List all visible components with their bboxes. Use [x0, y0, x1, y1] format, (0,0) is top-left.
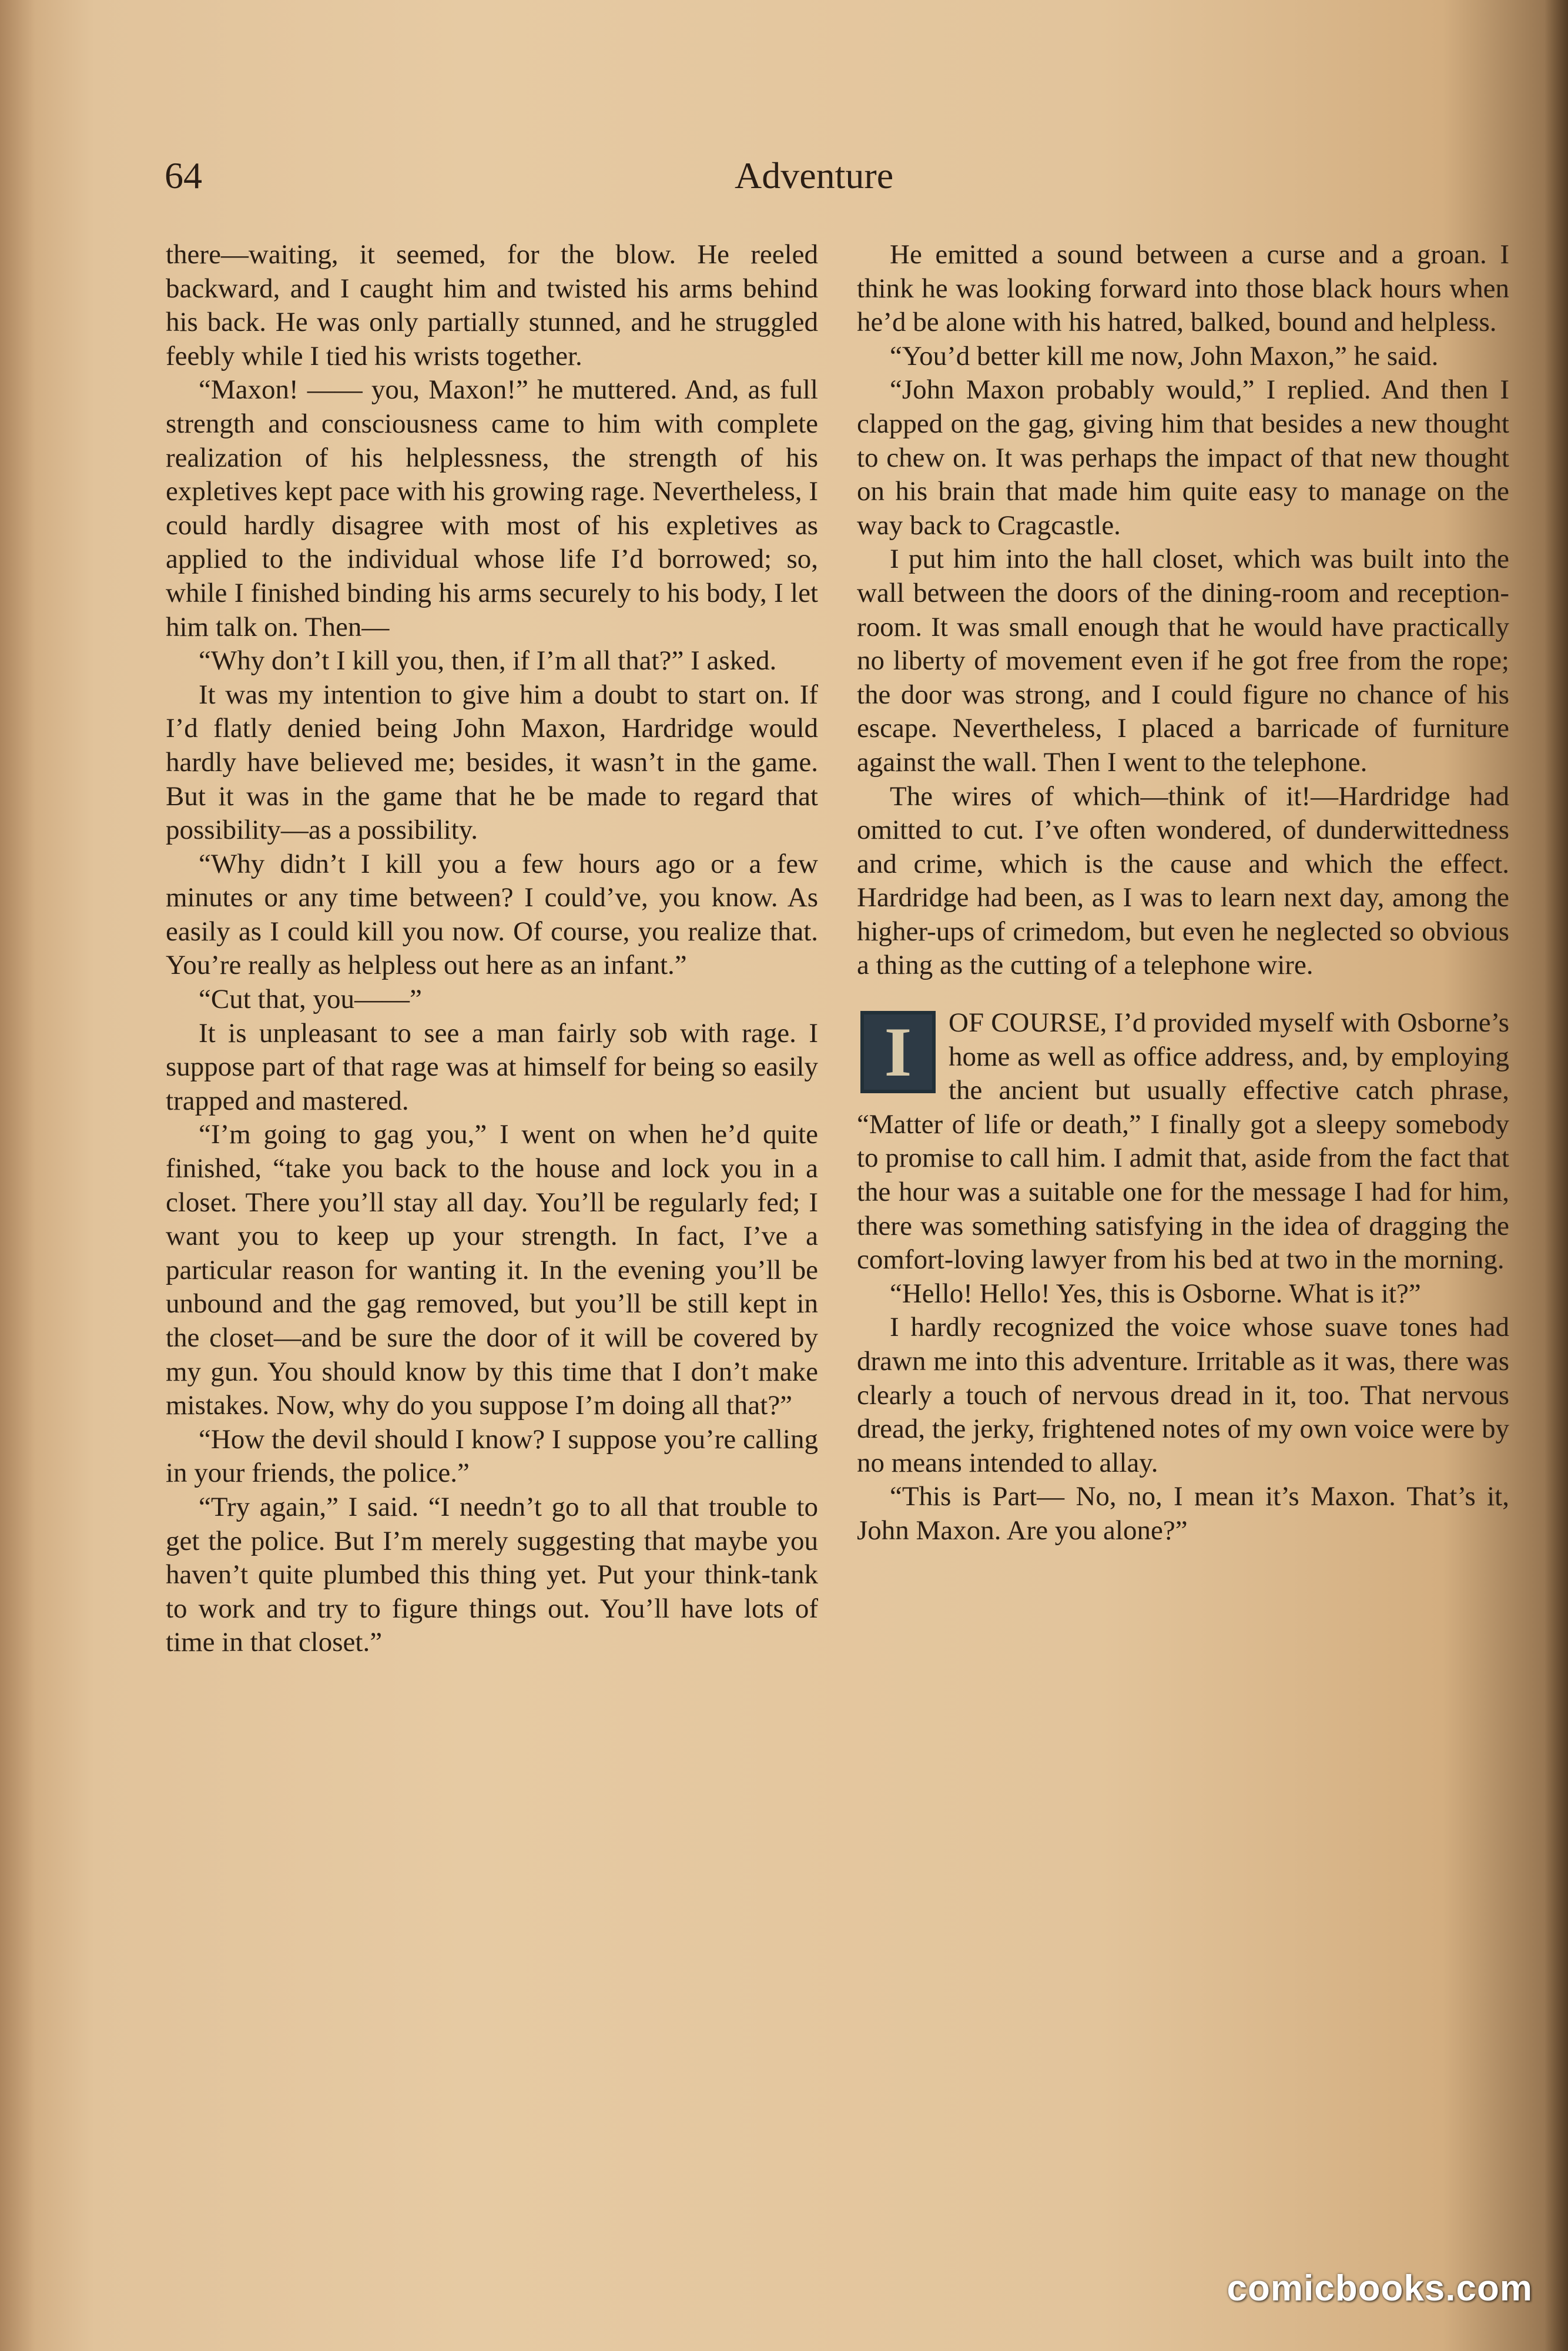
dropcap-paragraph: [857, 1006, 1509, 1277]
paragraph: I put him into the hall closet, which was built into the wall between the doors of the dining-room and reception-room. It was small enough that he would have practically no liberty of movement even if he got free from the rope; the door was strong, and I could figure no chance of his escape. Nevertheless, I placed a barricade of furniture against the wall. Then I went to the telephone.: [857, 544, 1509, 778]
paragraph: “John Maxon probably would,” I replied. And then I clapped on the gag, giving him that besides a new thought to chew on. It was perhaps the impact of that new thought on his brain that made him quite easy to manage on the way back to Cragcastle.: [857, 374, 1509, 541]
paragraph: The wires of which—think of it!—Hardridge had omitted to cut. I’ve often wondered, of dunderwittedness and crime, which is the cause and which the effect. Hardridge had been, as I was to learn next day, among the higher-ups of crimedom, but even he neglected so obvious a thing as the cutting of a telephone wire.: [857, 781, 1509, 981]
dropcap-text: OF COURSE, I’d provided myself with Osborne’s home as well as office address, and, by employing the ancient but usually effective catch phrase, “Matter of life or death,” I finally got a sleepy somebody to promise to call him. I admit that, aside from the fact that the hour was a suitable one for the message I had for him, there was something satisfying in the idea of dragging the comfort-loving lawyer from his bed at two in the morning.: [857, 1007, 1509, 1275]
paragraph: “This is Part— No, no, I mean it’s Maxon. That’s it, John Maxon. Are you alone?”: [857, 1481, 1509, 1546]
paragraph: It was my intention to give him a doubt to start on. If I’d flatly denied being John Maxon, Hardridge would hardly have believed me; besides, it wasn’t in the game. But it was in the game that he be made to regard that possibility—as a possibility.: [166, 679, 818, 846]
watermark-logo: comicbooks.com: [1227, 2268, 1533, 2309]
paragraph: “I’m going to gag you,” I went on when he’d quite finished, “take you back to the house and lock you in a closet. There you’ll stay all day. You’ll be regularly fed; I want you to keep up your strength. In fact, I’ve a particular reason for wanting it. In the evening you’ll be unbound and the gag removed, but you’ll be still kept in the closet—and be sure the door of it will be covered by my gun. You should know by this time that I don’t make mistakes. Now, why do you suppose I’m doing all that?”: [166, 1119, 818, 1421]
section-break: [857, 983, 1509, 1006]
left-column: [166, 238, 818, 1660]
paragraph: It is unpleasant to see a man fairly sob with rage. I suppose part of that rage was at himself for being so easily trapped and mastered.: [166, 1017, 818, 1116]
dropcap-ornament: [860, 1011, 936, 1093]
right-column: [857, 238, 1509, 1548]
page-edge-shadow: [1544, 0, 1568, 2351]
paragraph: there—waiting, it seemed, for the blow. He reeled backward, and I caught him and twisted his arms behind his back. He was only partially stunned, and he struggled feebly while I tied his wrists together.: [166, 239, 818, 371]
paragraph: I hardly recognized the voice whose suave tones had drawn me into this adventure. Irritable as it was, there was clearly a touch of nervous dread in it, too. That nervous dread, the jerky, frightened notes of my own voice were by no means intended to allay.: [857, 1312, 1509, 1478]
paragraph: “Cut that, you——”: [199, 984, 422, 1015]
dropcap-letter: I: [884, 1013, 912, 1091]
paragraph: “Why don’t I kill you, then, if I’m all that?” I asked.: [199, 645, 777, 677]
paragraph: “Try again,” I said. “I needn’t go to all that trouble to get the police. But I’m merely suggesting that maybe you haven’t quite plumbed this thing yet. Put your think-tank to work and try to figure things out. You’ll have lots of time in that closet.”: [166, 1491, 818, 1658]
paragraph: “You’d better kill me now, John Maxon,” he said.: [890, 340, 1439, 371]
running-head: Adventure: [735, 155, 894, 196]
paragraph: “Hello! Hello! Yes, this is Osborne. What is it?”: [890, 1278, 1421, 1309]
paragraph: “Why didn’t I kill you a few hours ago or a few minutes or any time between? I could’ve, you know. As easily as I could kill you now. Of course, you realize that. You’re really as helpless out here as an infant.”: [166, 848, 818, 981]
page-spine-shadow: [0, 0, 35, 2351]
page-number: 64: [165, 155, 202, 196]
paragraph: He emitted a sound between a curse and a groan. I think he was looking forward into those black hours when he’d be alone with his hatred, balked, bound and helpless.: [857, 239, 1509, 338]
page-header: [165, 154, 1499, 207]
paragraph: “Maxon! —— you, Maxon!” he muttered. And, as full strength and consciousness came to him with complete realization of his helplessness, the strength of his expletives kept pace with his growing rage. Nevertheless, I could hardly disagree with most of his expletives as applied to the individual whose life I’d borrowed; so, while I finished binding his arms securely to his body, I let him talk on. Then—: [166, 374, 818, 642]
paragraph: “How the devil should I know? I suppose you’re calling in your friends, the police.”: [166, 1424, 818, 1489]
